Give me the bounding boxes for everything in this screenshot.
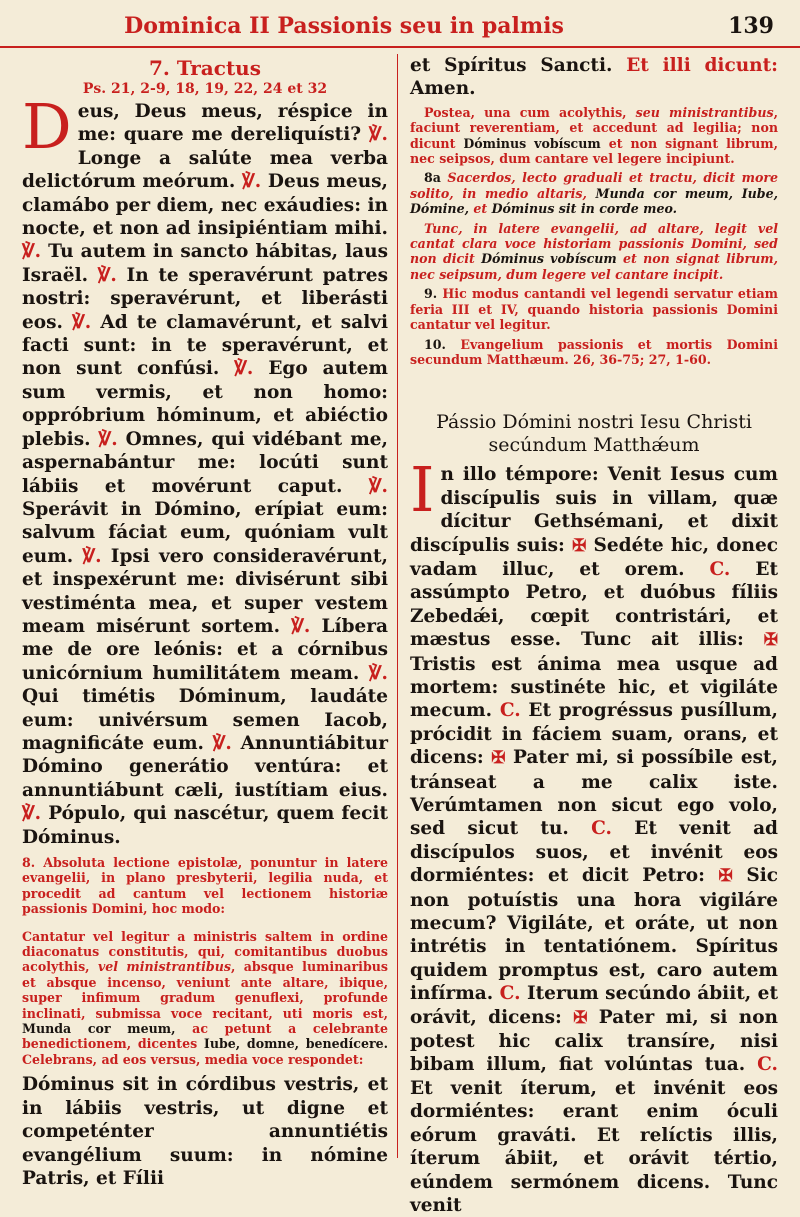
drop-cap: I <box>410 453 435 527</box>
red-text-run: C. <box>591 818 612 840</box>
rubric-8a <box>410 170 778 216</box>
cross-icon: ✠ <box>718 866 733 887</box>
red-text-run: Evangelium passionis et mortis Domini secundum Matthæum. 26, 36-75; 27, 1-60. <box>410 336 778 367</box>
red-text-run: ℣. <box>212 732 232 754</box>
cross-icon: ✠ <box>572 535 587 556</box>
text-run: Pópulo, qui nascétur, quem fecit Dóminus. <box>22 803 388 848</box>
text-run: Longe a salúte mea verba delictórum meórum. <box>22 147 388 193</box>
text-run: Ego autem sum vermis, et non homo: oppróbrium hóminum, et abiéctio plebis. <box>22 358 388 450</box>
cross-icon: ✠ <box>573 1007 588 1028</box>
red-text-run: ℣. <box>22 241 42 263</box>
dominus-text: Dóminus sit in córdibus vestris, et in lábiis vestris, ut digne et competénter annuntiétis evangélium suum: in nómine Patris, et Fílii <box>22 1074 388 1189</box>
italic-rubric-run: et <box>468 201 492 217</box>
black-text-run: Munda cor meum, <box>22 1021 176 1037</box>
red-text-run: ℣. <box>98 428 118 450</box>
red-text-run: ℣. <box>72 311 92 333</box>
red-text-run: ac petunt a celebrante benedictionem, dicentes <box>22 1021 388 1052</box>
text-run: Pater mi, si possíbile est, tránseat a me calix iste. Verúmtamen non sicut ego volo, sed sicut tu. <box>410 747 778 840</box>
red-text-run: C. <box>499 700 521 722</box>
red-text-run: ℣. <box>291 615 311 637</box>
text-run: Amen. <box>410 78 476 100</box>
red-text-run: Celebrans, ad eos versus, media voce respondet: <box>22 1051 364 1067</box>
red-text-run: ℣. <box>368 475 388 497</box>
rubric-postea <box>410 105 778 167</box>
italic-rubric-run: Tunc, in latere evangelii, ad altare, legit vel cantat clara voce historiam passionis Domini, sed non dicit <box>410 220 778 267</box>
text-run: Tu autem in sancto hábitas, laus Israël. <box>22 241 388 286</box>
black-text-run: 8a <box>424 170 448 186</box>
page-title: Dominica II Passionis seu in palmis <box>124 13 564 39</box>
column-divider <box>397 54 398 1158</box>
cross-icon: ✠ <box>491 748 506 769</box>
black-italic-run: Munda cor meum, Iube, Dómine, <box>410 185 778 217</box>
text-run: Sic non potuístis una hora vigiláre mecum? Vigiláte, et oráte, ut non intrétis in tentatiónem. Spíritus quidem promptus est, caro autem infírma. <box>410 865 779 1005</box>
italic-rubric-run: vel ministrantibus <box>97 959 231 975</box>
rubric-8 <box>22 855 388 917</box>
passio-text <box>410 453 779 1217</box>
text-run: Et venit íterum, et invénit eos dormiéntes: erant enim óculi eórum graváti. Et relíctis illis, íterum ábiit, et orávit tértio, eúndem sermónem dicens. Tunc venit <box>410 1077 778 1216</box>
left-column <box>22 54 389 1189</box>
rubric-9 <box>410 286 778 332</box>
text-run: Ipsi vero consideravérunt, et inspexérunt me: divisérunt sibi vestiménta mea, et super vestem meam misérunt sortem. <box>22 545 388 637</box>
passio-title: Pássio Dómini nostri Iesu Christi secúndum Matthǽum <box>436 411 752 457</box>
tractus-title: 7. Tractus <box>149 56 261 80</box>
red-text-run: et non signant librum, nec seipsos, dum cantare vel legere incipiunt. <box>410 135 778 167</box>
red-text-run: Absoluta lectione epistolæ, ponuntur in latere evangelii, in plano presbyterii, legilia nuda, et procedit ad cantum vel lectionem historiæ passionis Domini, hoc modo: <box>22 855 388 917</box>
text-run: Et assúmpto Petro, et duóbus fíliis Zebedǽi, cœpit contristári, et mæstus esse. Tunc ait illis: <box>410 558 778 651</box>
page-header <box>0 0 800 42</box>
rubric-cantatur <box>22 929 388 1068</box>
red-text-run: ℣. <box>234 358 254 380</box>
text-run: eus, Deus meus, réspice in me: quare me dereliquísti? <box>77 101 388 146</box>
black-italic-run: Dóminus vobíscum <box>481 251 617 267</box>
red-text-run: ℣. <box>368 124 388 146</box>
italic-rubric-run: et non signat librum, nec seipsum, dum legere vel cantare incipit. <box>410 251 778 282</box>
text-run: Qui timétis Dóminum, laudáte eum: univérsum semen Iacob, magnificáte eum. <box>22 686 388 754</box>
red-text-run: ℣. <box>97 264 117 286</box>
red-text-run: ℣. <box>22 803 42 825</box>
red-text-run: C. <box>709 558 731 580</box>
red-text-run: Cantatur vel legitur a ministris saltem in ordine diaconatus constitutis, qui, comitantibus duobus acolythis, <box>22 928 388 975</box>
text-run: Ad te clamavérunt, et salvi facti sunt: in te speravérunt, et non sunt confúsi. <box>22 311 389 380</box>
text-run: In te speravérunt patres nostri: speravérunt, et liberásti eos. <box>22 264 388 333</box>
red-text-run: , faciunt reverentiam, et accedunt ad legilia; non dicunt <box>410 104 778 151</box>
rubric-tunc <box>410 221 778 283</box>
red-text-run: , absque luminaribus et absque incenso, veniunt ante altare, ibique, super infimum gradum genuflexi, profunde inclinati, submissa voce recitant, uti moris est, <box>22 959 388 1021</box>
red-text-run: ℣. <box>82 545 102 567</box>
text-run: Tristis est ánima mea usque ad mortem: sustinéte hic, et vigiláte mecum. <box>410 653 778 722</box>
italic-rubric-run: seu ministrantibus <box>635 104 774 120</box>
text-run: Sperávit in Dómino, erípiat eum: salvum fáciat eum, quóniam vult eum. <box>22 498 388 567</box>
header-rule <box>0 46 800 48</box>
text-run: Deus meus, clamábo per diem, nec exáudies: in nocte, et non ad insipiéntiam mihi. <box>22 171 389 240</box>
text-run: Líbera me de ore leónis: et a córnibus unicórnium humilitátem meam. <box>22 615 389 684</box>
red-text-run: Postea, una cum acolythis, <box>424 104 636 120</box>
text-run: Iterum secúndo ábiit, et orávit, dicens: <box>410 983 778 1028</box>
black-text-run: 9. <box>424 286 443 302</box>
black-text-run: 10. <box>424 336 461 352</box>
red-text-run: Hic modus cantandi vel legendi servatur etiam feria III et IV, quando historia passionis Domini cantatur vel legitur. <box>410 286 778 333</box>
right-column <box>410 54 779 1216</box>
black-italic-run: Dóminus sit in corde meo. <box>491 201 678 217</box>
red-text-run: Et illi dicunt: <box>626 55 778 76</box>
continuation-text <box>410 54 778 101</box>
red-text-run: ℣. <box>242 171 262 193</box>
text-run: Et progréssus pusíllum, prócidit in fáciem suam, orans, et dicens: <box>410 700 778 769</box>
text-run: Sedéte hic, donec vadam illuc, et orem. <box>410 534 778 580</box>
text-run: n illo témpore: Venit Iesus cum discípulis suis in villam, quæ dícitur Gethsémani, et dixit discípulis suis: <box>410 464 778 556</box>
text-run: Annuntiábitur Dómino generátio ventúra: et annuntiábunt cæli, iustítiam eius. <box>22 732 388 801</box>
italic-rubric-run: Sacerdos, lecto graduali et tractu, dicit more solito, in medio altaris, <box>410 170 778 201</box>
cross-icon: ✠ <box>763 630 778 651</box>
drop-cap: D <box>22 90 72 163</box>
black-text-run: Iube, domne, benedícere. <box>203 1036 388 1052</box>
text-run: Pater mi, si non potest hic calix transíre, nisi bibam illum, fiat volúntas tua. <box>410 1006 778 1076</box>
red-text-run: ℣. <box>368 662 388 684</box>
text-run: Omnes, qui vidébant me, aspernabántur me: locúti sunt lábiis et movérunt caput. <box>22 428 388 497</box>
page-number: 139 <box>728 13 774 39</box>
text-run: Et venit ad discípulos suos, et invénit eos dormiéntes: et dicit Petro: <box>410 818 778 887</box>
text-run: et Spíritus Sancti. <box>410 55 627 76</box>
tractus-text <box>22 90 389 849</box>
text-run: 8. <box>22 855 44 870</box>
red-text-run: C. <box>757 1054 778 1076</box>
red-text-run: C. <box>499 983 521 1005</box>
black-text-run: Dóminus vobíscum <box>463 135 601 151</box>
rubric-10 <box>410 337 778 368</box>
tractus-reference: Ps. 21, 2-9, 18, 19, 22, 24 et 32 <box>82 81 328 97</box>
